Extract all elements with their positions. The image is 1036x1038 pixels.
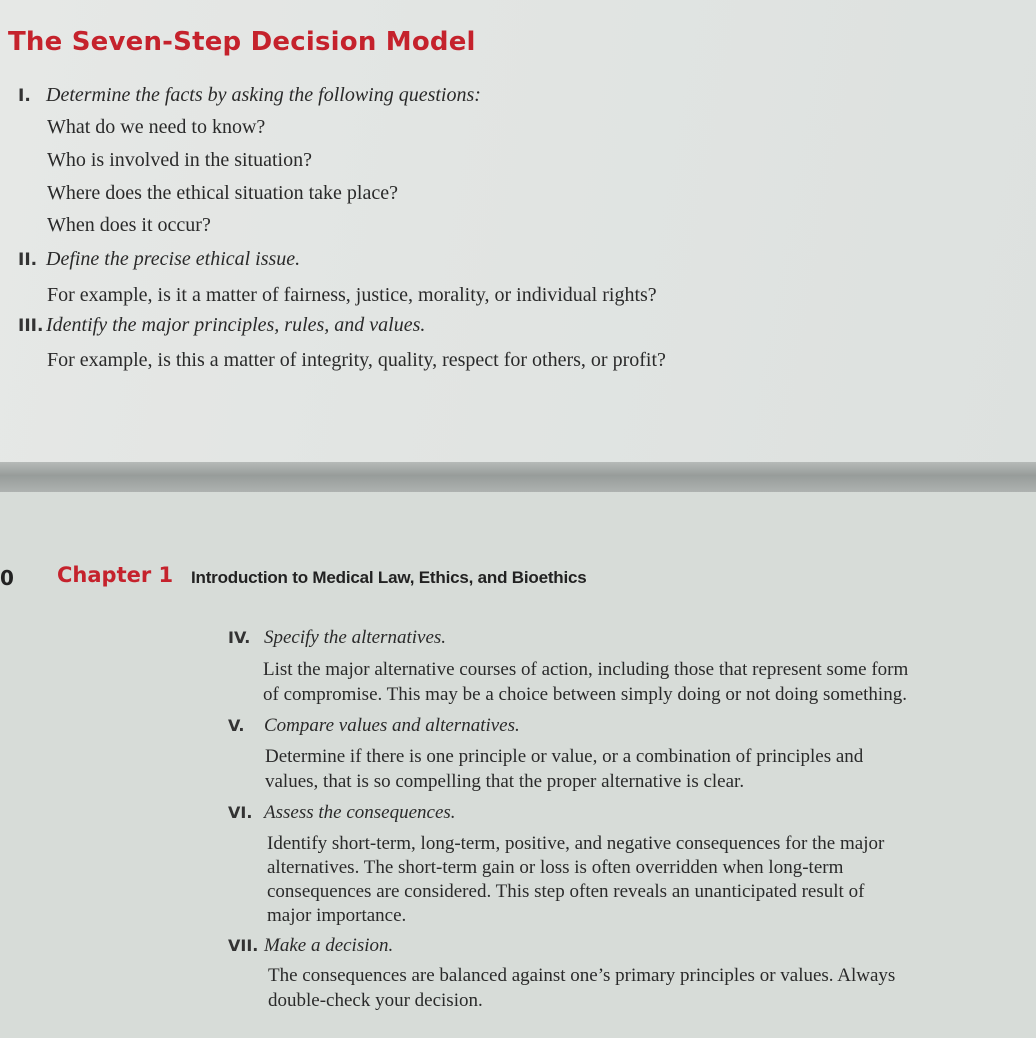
step-5-heading-row (228, 715, 520, 737)
step-1-heading-row (18, 84, 481, 107)
page-number: 0 (0, 566, 14, 590)
step-4-heading: Specify the alternatives. (264, 627, 447, 648)
step-2-numeral: II. (18, 250, 38, 270)
step-1-question: Where does the ethical situation take place? (47, 182, 398, 204)
step-1-heading: Determine the facts by asking the following questions: (46, 84, 481, 106)
step-6-numeral: VI. (228, 803, 253, 822)
top-page (0, 0, 1036, 462)
step-4-heading-row (228, 627, 446, 649)
step-5-description: values, that is so compelling that the proper alternative is clear. (265, 771, 745, 792)
step-6-heading: Assess the consequences. (264, 802, 456, 823)
step-6-description: Identify short-term, long-term, positive, and negative consequences for the major (267, 833, 885, 854)
step-6-heading-row (228, 802, 456, 824)
step-7-description: double-check your decision. (268, 990, 483, 1011)
step-3-heading-row (18, 314, 425, 337)
step-5-numeral: V. (228, 716, 245, 735)
step-1-question: When does it occur? (47, 214, 211, 236)
chapter-title: Introduction to Medical Law, Ethics, and Bioethics (191, 568, 587, 587)
step-7-numeral: VII. (228, 936, 259, 955)
chapter-label: Chapter 1 (57, 563, 174, 587)
step-3-numeral: III. (18, 316, 44, 336)
step-5-heading: Compare values and alternatives. (264, 715, 520, 736)
step-6-description: alternatives. The short-term gain or loss is often overridden when long-term (267, 857, 844, 878)
step-2-heading-row (18, 248, 300, 271)
step-4-description: List the major alternative courses of action, including those that represent some form (263, 659, 909, 680)
step-2-heading: Define the precise ethical issue. (46, 248, 301, 270)
step-7-heading: Make a decision. (264, 935, 394, 956)
step-3-heading: Identify the major principles, rules, and values. (46, 314, 426, 336)
step-1-question: Who is involved in the situation? (47, 149, 312, 171)
step-7-heading-row (228, 935, 393, 957)
step-1-numeral: I. (18, 86, 31, 106)
step-4-description: of compromise. This may be a choice between simply doing or not doing something. (263, 684, 907, 705)
step-2-description: For example, is it a matter of fairness, justice, morality, or individual rights? (47, 284, 657, 306)
step-1-question: What do we need to know? (47, 116, 266, 138)
step-4-numeral: IV. (228, 628, 251, 647)
step-6-description: consequences are considered. This step often reveals an unanticipated result of (267, 881, 865, 902)
page-separator (0, 462, 1036, 492)
page-title: The Seven-Step Decision Model (8, 27, 476, 57)
step-6-description: major importance. (267, 905, 407, 926)
step-7-description: The consequences are balanced against one’s primary principles or values. Always (268, 965, 896, 986)
step-5-description: Determine if there is one principle or value, or a combination of principles and (265, 746, 864, 767)
step-3-description: For example, is this a matter of integrity, quality, respect for others, or profit? (47, 349, 666, 371)
